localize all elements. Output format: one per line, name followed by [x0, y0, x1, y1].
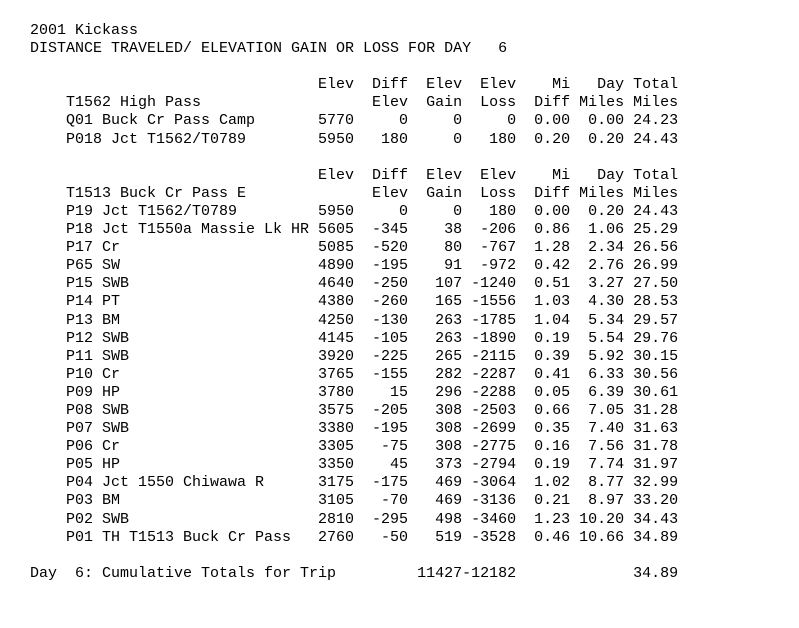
- table-row: P17 Cr 5085 -520 80 -767 1.28 2.34 26.56: [30, 239, 679, 257]
- table-row: P018 Jct T1562/T0789 5950 180 0 180 0.20 0.20 24.43: [30, 130, 679, 148]
- table-row: P19 Jct T1562/T0789 5950 0 0 180 0.00 0.20 24.43: [30, 202, 679, 220]
- table-row: P03 BM 3105 -70 469 -3136 0.21 8.97 33.20: [30, 492, 679, 510]
- table-row: P01 TH T1513 Buck Cr Pass 2760 -50 519 -3528 0.46 10.66 34.89: [30, 528, 679, 546]
- table-row: P12 SWB 4145 -105 263 -1890 0.19 5.54 29.76: [30, 329, 679, 347]
- table-row: P10 Cr 3765 -155 282 -2287 0.41 6.33 30.56: [30, 365, 679, 383]
- table-row: P07 SWB 3380 -195 308 -2699 0.35 7.40 31.63: [30, 420, 679, 438]
- table-row: P06 Cr 3305 -75 308 -2775 0.16 7.56 31.78: [30, 438, 679, 456]
- table-row: P11 SWB 3920 -225 265 -2115 0.39 5.92 30.15: [30, 347, 679, 365]
- section-header-2: T1513 Buck Cr Pass E Elev Gain Loss Diff Miles Miles: [30, 184, 679, 202]
- blank-line: [30, 58, 678, 76]
- table-row: P05 HP 3350 45 373 -2794 0.19 7.74 31.97: [30, 456, 679, 474]
- table-row: Q01 Buck Cr Pass Camp 5770 0 0 0 0.00 0.00 24.23: [30, 112, 679, 130]
- column-header-row-1: Elev Diff Elev Elev Mi Day Total: [30, 76, 679, 94]
- column-header-row-1: Elev Diff Elev Elev Mi Day Total: [30, 166, 679, 184]
- table-row: P04 Jct 1550 Chiwawa R 3175 -175 469 -3064 1.02 8.77 32.99: [30, 474, 679, 492]
- table-row: P18 Jct T1550a Massie Lk HR 5605 -345 38 -206 0.86 1.06 25.29: [30, 221, 679, 239]
- table-row: P14 PT 4380 -260 165 -1556 1.03 4.30 28.53: [30, 293, 679, 311]
- table-row: P15 SWB 4640 -250 107 -1240 0.51 3.27 27.50: [30, 275, 679, 293]
- section-header-1: T1562 High Pass Elev Gain Loss Diff Miles Miles: [30, 94, 679, 112]
- report-title: 2001 Kickass: [30, 22, 139, 39]
- table-row: P02 SWB 2810 -295 498 -3460 1.23 10.20 34.43: [30, 510, 679, 528]
- table-row: P13 BM 4250 -130 263 -1785 1.04 5.34 29.57: [30, 311, 679, 329]
- blank-line: [30, 149, 678, 167]
- table-row: P08 SWB 3575 -205 308 -2503 0.66 7.05 31.28: [30, 401, 679, 419]
- trip-report: [30, 22, 678, 583]
- table-row: P65 SW 4890 -195 91 -972 0.42 2.76 26.99: [30, 257, 679, 275]
- report-subtitle: DISTANCE TRAVELED/ ELEVATION GAIN OR LOSS FOR DAY 6: [30, 40, 508, 58]
- table-row: P09 HP 3780 15 296 -2288 0.05 6.39 30.61: [30, 383, 679, 401]
- blank-line: [30, 547, 678, 565]
- cumulative-totals-row: Day 6: Cumulative Totals for Trip 11427-12182 34.89: [30, 564, 679, 582]
